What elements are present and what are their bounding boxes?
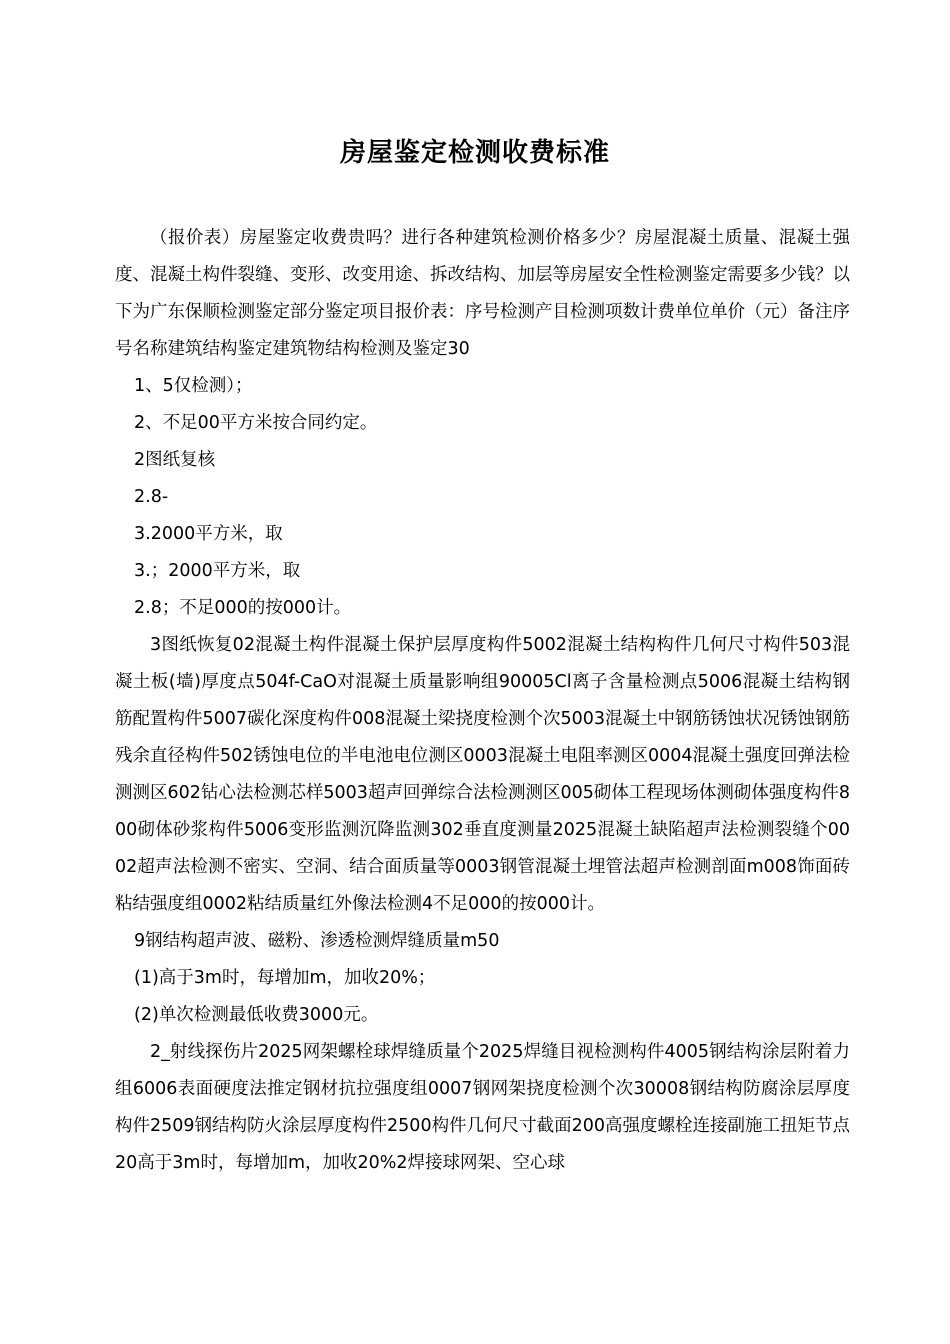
intro-paragraph: （报价表）房屋鉴定收费贵吗？进行各种建筑检测价格多少？房屋混凝土质量、混凝土强度、混凝土构件裂缝、变形、改变用途、拆改结构、加层等房屋安全性检测鉴定需要多少钱？以下为广东保顺检测鉴定部分鉴定项目报价表：序号检测产目检测项数计费单位单价（元）备注序号名称建筑结构鉴定建筑物结构检测及鉴定30 xyxy=(115,228,850,359)
list-item: (2)单次检测最低收费3000元。 xyxy=(134,1005,379,1025)
list-item: 2图纸复核 xyxy=(134,450,216,470)
document-title: 房屋鉴定检测收费标准 xyxy=(339,138,610,168)
list-item: 3.；2000平方米，取 xyxy=(134,561,301,581)
list-item: 2.8；不足000的按000计。 xyxy=(134,598,352,618)
list-item: 1、5仅检测）； xyxy=(134,376,253,396)
list-item: 9钢结构超声波、磁粉、渗透检测焊缝质量m50 xyxy=(134,931,500,951)
list-item: 2、不足00平方米按合同约定。 xyxy=(134,413,378,433)
list-item: 3.2000平方米，取 xyxy=(134,524,283,544)
list-item: 2.8- xyxy=(134,487,169,507)
concrete-items-paragraph: 3图纸恢复02混凝土构件混凝土保护层厚度构件5002混凝土结构构件几何尺寸构件503混凝土板(墙)厚度点504f-CaO对混凝土质量影响组90005Cl离子含量检测点5006混凝土结构钢筋配置构件5007碳化深度构件008混凝土梁挠度检测个次5003混凝土中钢筋锈蚀状况锈蚀钢筋残余直径构件502锈蚀电位的半电池电位测区0003混凝土电阻率测区0004混凝土强度回弹法检测测区602钻心法检测芯样5003超声回弹综合法检测测区005砌体工程现场体测砌体强度构件800砌体砂浆构件5006变形监测沉降监测302垂直度测量2025混凝土缺陷超声法检测裂缝个0002超声法检测不密实、空洞、结合面质量等0003钢管混凝土埋管法超声检测剖面m008饰面砖粘结强度组0002粘结质量红外像法检测4不足000的按000计。 xyxy=(115,635,850,914)
document-body xyxy=(115,220,850,1182)
list-item: (1)高于3m时，每增加m，加收20%； xyxy=(134,968,436,988)
steel-items-paragraph: 2_射线探伤片2025网架螺栓球焊缝质量个2025焊缝目视检测构件4005钢结构涂层附着力组6006表面硬度法推定钢材抗拉强度组0007钢网架挠度检测个次30008钢结构防腐涂层厚度构件2509钢结构防火涂层厚度构件2500构件几何尺寸截面200高强度螺栓连接副施工扭矩节点20高于3m时，每增加m，加收20%2焊接球网架、空心球 xyxy=(115,1042,850,1173)
